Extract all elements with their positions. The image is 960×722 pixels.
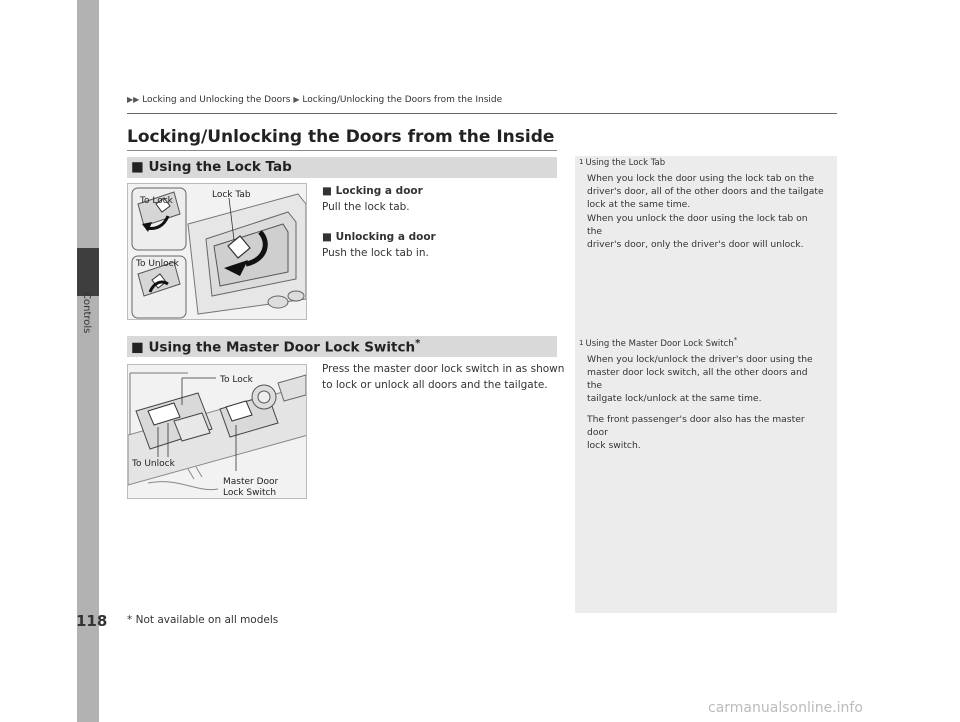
breadcrumb (127, 95, 502, 105)
note-master-switch (575, 336, 837, 452)
unlocking-text: Push the lock tab in. (322, 247, 429, 259)
note-line: driver's door, only the driver's door will unlock. (587, 239, 804, 251)
note-title: Using the Lock Tab (585, 158, 666, 168)
fig-label-to-unlock: To Unlock (136, 259, 179, 269)
fig-label-to-lock: To Lock (140, 196, 173, 206)
lock-tab-figure (127, 183, 307, 320)
footnote: * Not available on all models (127, 614, 279, 626)
note-line: tailgate lock/unlock at the same time. (587, 393, 762, 405)
note-title: Using the Master Door Lock Switch (585, 338, 734, 349)
chapter-label: Controls (81, 292, 92, 334)
fig-label-master-switch-1: Master Door (223, 477, 279, 487)
note-heading (579, 336, 825, 349)
section-heading-lock-tab (127, 157, 557, 178)
master-switch-figure (127, 364, 307, 499)
asterisk-marker: * (415, 338, 421, 349)
breadcrumb-item: Locking and Unlocking the Doors (142, 95, 291, 105)
title-divider (127, 150, 557, 151)
header-divider (127, 113, 837, 114)
fig-label-to-unlock: To Unlock (132, 459, 175, 469)
fig-label-to-lock: To Lock (220, 375, 253, 385)
note-ref-marker: 1 (579, 338, 584, 347)
note-body (587, 172, 825, 251)
breadcrumb-item: Locking/Unlocking the Doors from the Inside (302, 95, 503, 105)
note-line: The front passenger's door also has the master door (587, 413, 805, 438)
note-line: When you lock/unlock the driver's door using the (587, 353, 813, 365)
note-line: master door lock switch, all the other doors and the (587, 367, 808, 392)
side-tab-accent (77, 248, 99, 296)
note-body (587, 353, 825, 452)
lock-tab-instructions (322, 183, 436, 261)
section-heading-text (131, 338, 420, 356)
note-lock-tab (575, 158, 837, 251)
watermark: carmanualsonline.info (708, 700, 863, 716)
breadcrumb-arrow-icon: ▶▶ (127, 95, 140, 104)
door-panel-illustration (128, 184, 307, 320)
note-line: lock switch. (587, 440, 641, 452)
unlocking-subheading: ■ Unlocking a door (322, 231, 436, 243)
note-line: lock at the same time. (587, 199, 691, 211)
note-line: When you lock the door using the lock tab on the (587, 173, 814, 184)
fig-label-lock-tab: Lock Tab (212, 190, 251, 200)
page-title: Locking/Unlocking the Doors from the Inside (127, 127, 555, 147)
section-heading-master-switch (127, 336, 557, 357)
locking-text: Pull the lock tab. (322, 201, 410, 213)
note-heading (579, 158, 825, 168)
section-heading-label: ■ Using the Master Door Lock Switch (131, 339, 416, 356)
note-line: driver's door, all of the other doors and the tailgate (587, 186, 824, 198)
section-heading-text: ■ Using the Lock Tab (131, 159, 292, 175)
master-switch-text-line: Press the master door lock switch in as shown (322, 363, 565, 375)
note-ref-marker: 1 (579, 158, 584, 166)
note-line: When you unlock the door using the lock tab on the (587, 212, 808, 237)
master-switch-text-line: to lock or unlock all doors and the tailgate. (322, 379, 548, 391)
page-number: 118 (76, 612, 108, 630)
master-switch-illustration (128, 365, 307, 499)
fig-label-master-switch-2: Lock Switch (223, 488, 277, 498)
master-switch-instructions (322, 361, 564, 393)
breadcrumb-arrow-icon: ▶ (293, 95, 300, 104)
asterisk-marker: * (733, 336, 738, 344)
locking-subheading: ■ Locking a door (322, 185, 423, 197)
